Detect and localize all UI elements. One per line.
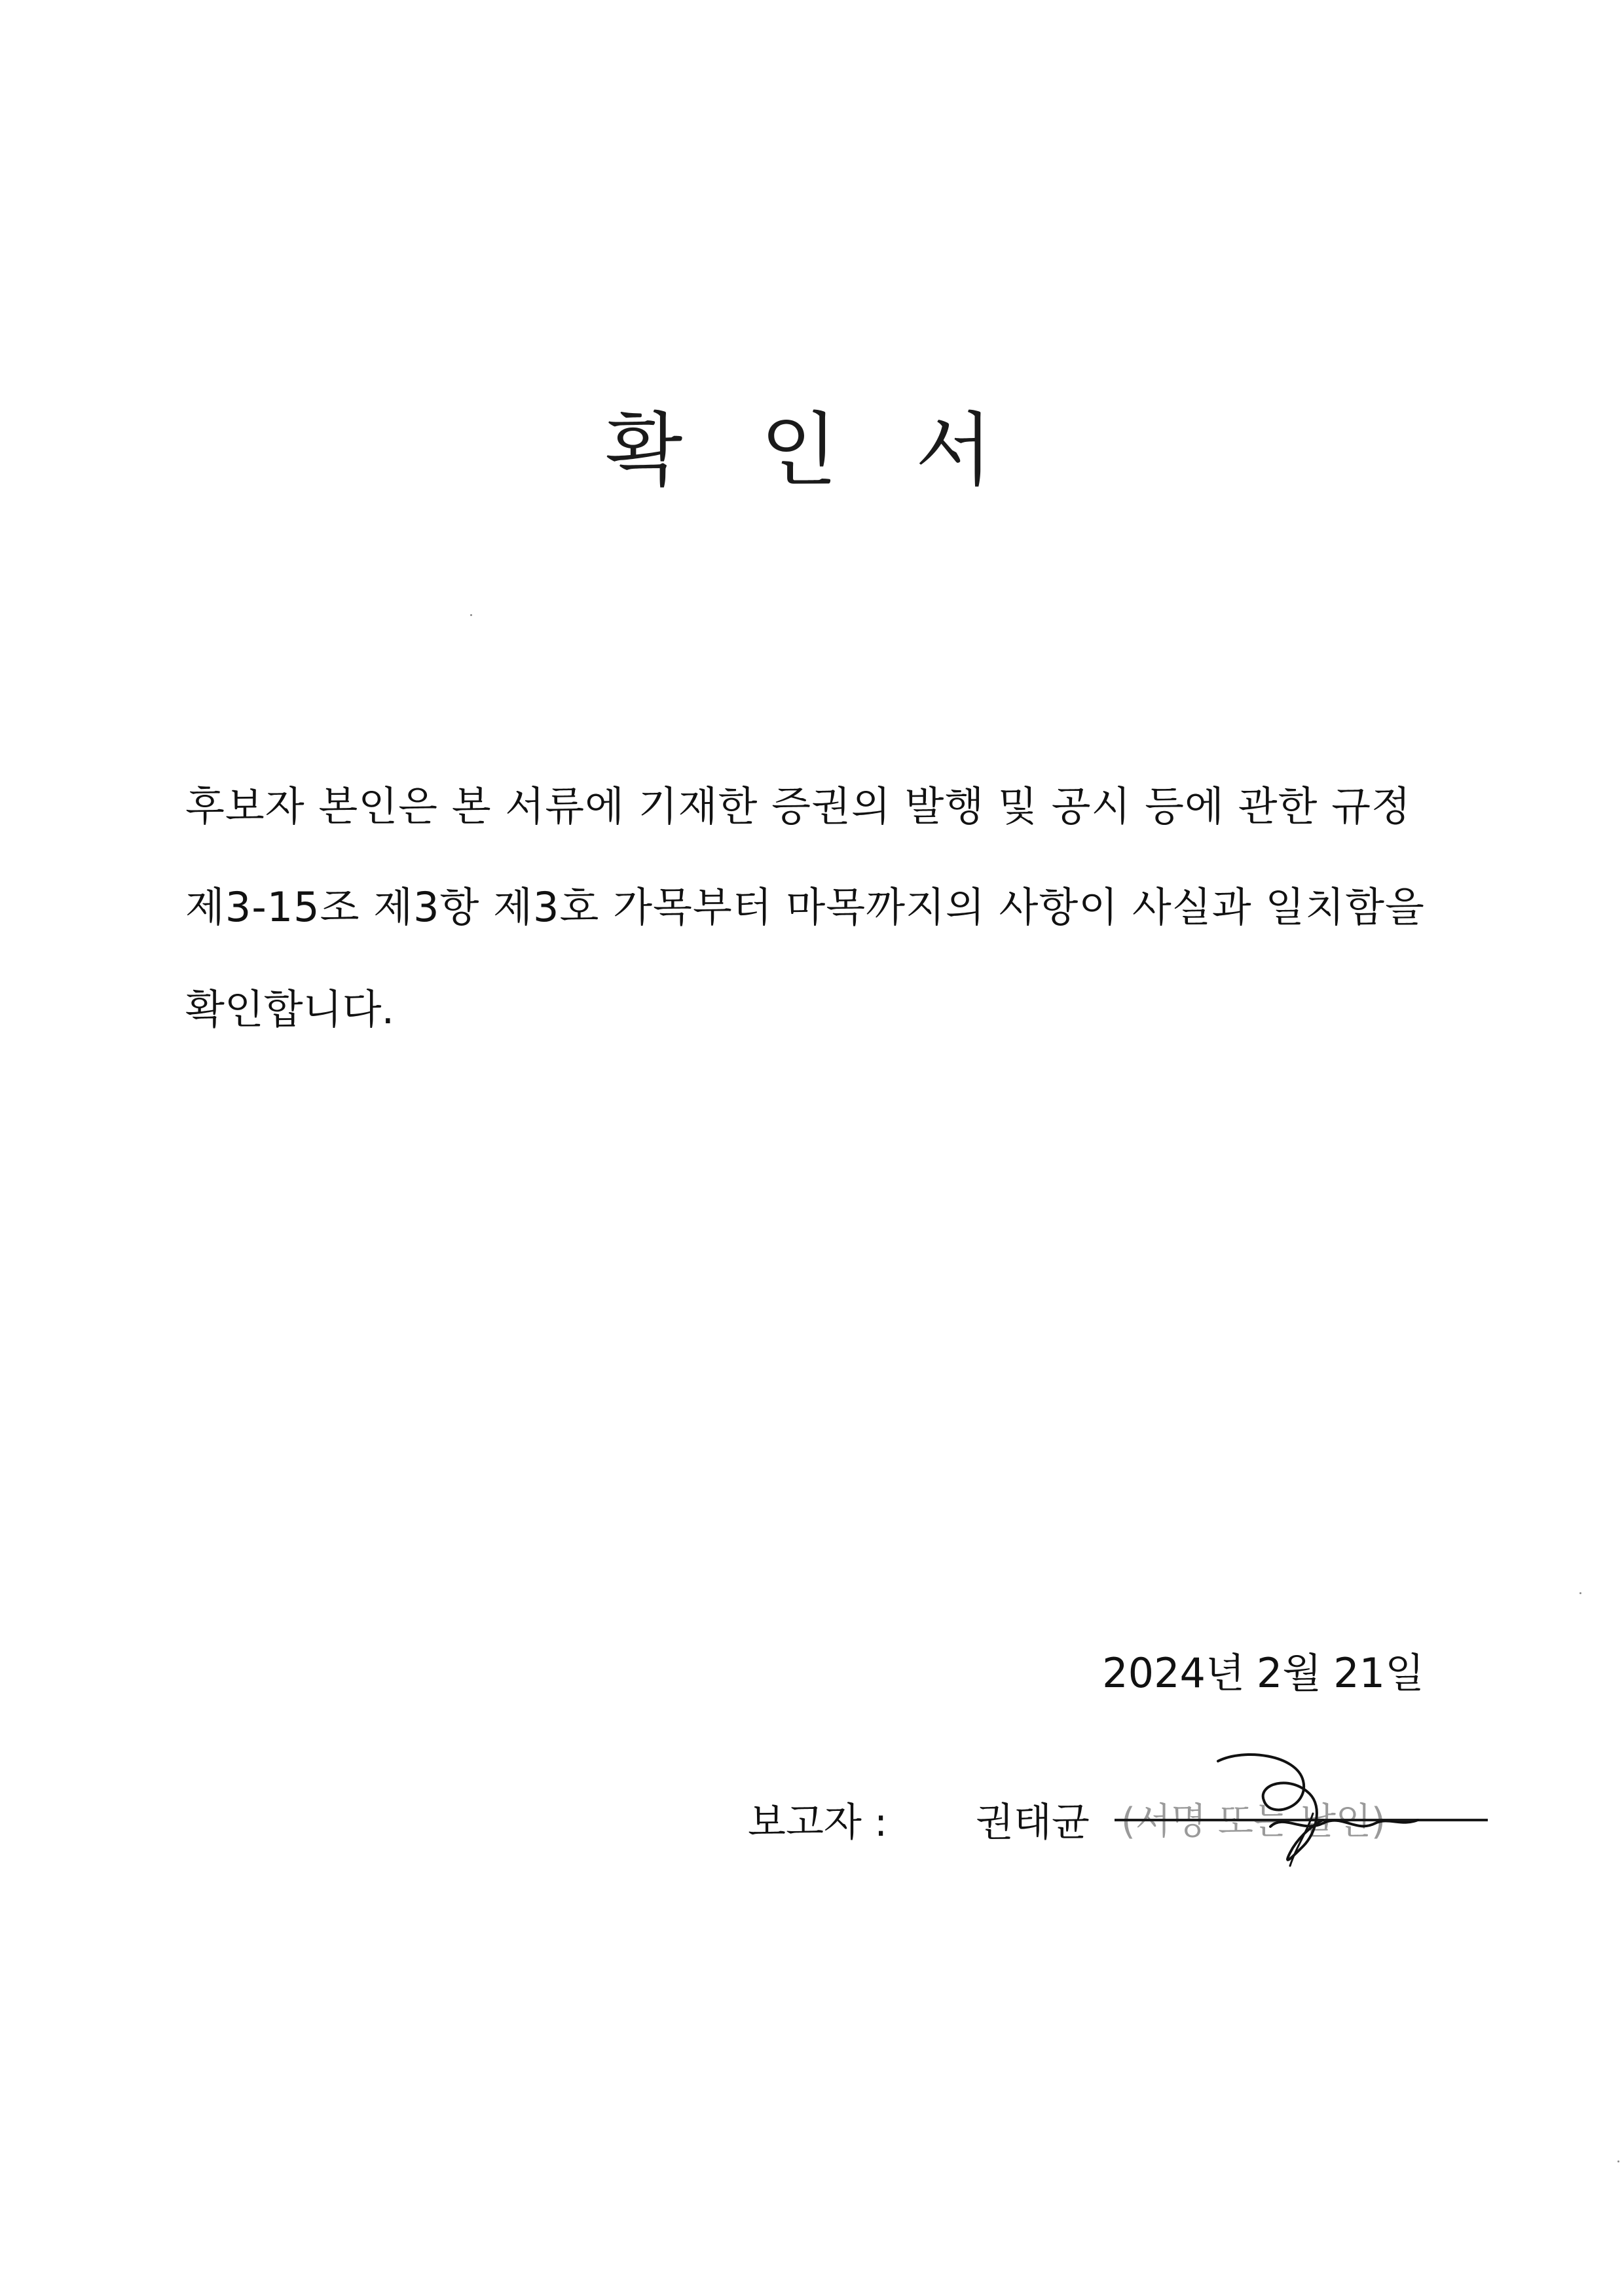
document-title: 확 인 서: [605, 404, 1019, 497]
body-line-3: 확인합니다.: [185, 985, 395, 1033]
reporter-label: 보고자 :: [748, 1800, 888, 1846]
scan-speck: [1617, 2160, 1619, 2162]
reporter-name: 권태균: [976, 1800, 1090, 1846]
body-line-2: 제3-15조 제3항 제3호 가목부터 마목까지의 사항이 사실과 일치함을: [185, 883, 1425, 931]
seal-placeholder: (서명 또는 날인): [1121, 1800, 1386, 1843]
scan-speck: [1579, 1592, 1581, 1594]
body-line-1: 후보자 본인은 본 서류에 기재한 증권의 발행 및 공시 등에 관한 규정: [185, 782, 1411, 830]
scan-speck: [470, 614, 472, 616]
handwritten-signature: [1192, 1735, 1428, 1879]
document-date: [1102, 1641, 1424, 1699]
date-month: 2월: [1256, 1649, 1322, 1697]
date-day: 21일: [1333, 1649, 1424, 1697]
date-year: 2024년: [1102, 1649, 1245, 1697]
